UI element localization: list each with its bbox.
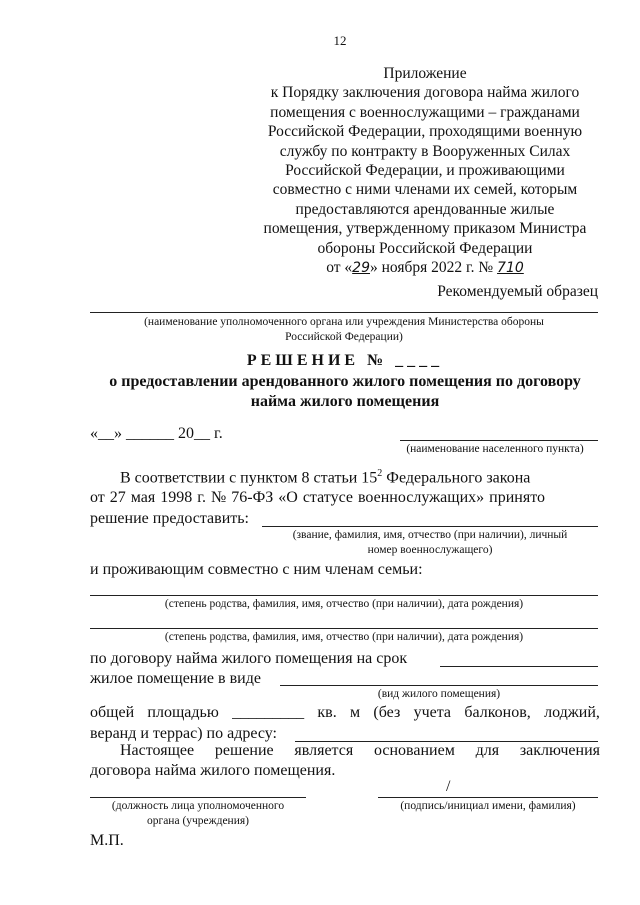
signature-line[interactable] bbox=[378, 797, 598, 798]
appendix-line: совместно с ними членами их семей, которым bbox=[272, 181, 578, 199]
decision-subtitle: о предоставлении арендованного жилого помещения по договору bbox=[109, 373, 581, 390]
family-members-line: и проживающим совместно с ним членам семьи: bbox=[90, 561, 423, 578]
servicemember-line[interactable] bbox=[262, 526, 598, 527]
area-word: лоджий, bbox=[544, 704, 600, 721]
term-label: по договору найма жилого помещения на срок bbox=[90, 650, 408, 667]
area-word: общей bbox=[90, 704, 135, 721]
para1-superscript: 2 bbox=[377, 468, 383, 479]
appendix-line: к Порядку заключения договора найма жилого bbox=[270, 84, 580, 102]
premises-label: жилое помещение в виде bbox=[90, 670, 261, 687]
handwritten-day: 29 bbox=[352, 260, 370, 277]
position-caption-cont: органа (учреждения) bbox=[146, 815, 249, 827]
decision-date-line[interactable]: «__» ______ 20__ г. bbox=[90, 425, 223, 442]
servicemember-caption-cont: номер военнослужащего) bbox=[367, 544, 493, 556]
handwritten-order-number: 710 bbox=[497, 260, 524, 277]
area-word: м bbox=[350, 704, 361, 721]
para1-line1 bbox=[120, 468, 530, 487]
area-word: учета bbox=[413, 704, 452, 721]
servicemember-caption: (звание, фамилия, имя, отчество (при наличии), личный bbox=[292, 529, 568, 541]
appendix-line: помещения с военнослужащими – гражданами bbox=[270, 103, 580, 121]
appendix-line: обороны Российской Федерации bbox=[317, 239, 533, 257]
position-caption: (должность лица уполномоченного bbox=[111, 800, 285, 812]
settlement-line[interactable] bbox=[400, 440, 598, 441]
term-line[interactable] bbox=[440, 666, 598, 667]
area-line bbox=[90, 704, 600, 722]
position-line[interactable] bbox=[90, 797, 306, 798]
authority-caption: (наименование уполномоченного органа или учреждения Министерства обороны bbox=[144, 316, 544, 328]
basis-word: решение bbox=[214, 742, 274, 759]
basis-line bbox=[120, 742, 600, 760]
relative-line-1[interactable] bbox=[90, 595, 598, 596]
area-word: (без bbox=[373, 704, 401, 721]
relative-line-2[interactable] bbox=[90, 628, 598, 629]
appendix-line: службу по контракту в Вооруженных Силах bbox=[279, 142, 571, 160]
signature-slash: / bbox=[446, 778, 451, 795]
order-date-line bbox=[240, 258, 610, 278]
para1-text-b: Федерального закона bbox=[382, 469, 531, 487]
area-blank[interactable]: _________ bbox=[232, 704, 305, 721]
basis-word: основанием bbox=[373, 742, 455, 759]
appendix-line: Российской Федерации, проходящими военную bbox=[267, 123, 583, 141]
recommended-sample-label: Рекомендуемый образец bbox=[437, 283, 598, 300]
settlement-caption: (наименование населенного пункта) bbox=[406, 443, 584, 455]
appendix-line: предоставляются арендованные жилые bbox=[295, 200, 555, 218]
basis-word: для bbox=[475, 742, 500, 759]
basis-word: заключения bbox=[519, 742, 600, 759]
appendix-header bbox=[240, 64, 610, 278]
authority-caption-cont: Российской Федерации) bbox=[285, 331, 403, 343]
premises-caption: (вид жилого помещения) bbox=[377, 688, 501, 700]
authority-name-line[interactable] bbox=[90, 312, 598, 313]
relative-caption-1: (степень родства, фамилия, имя, отчество (при наличии), дата рождения) bbox=[164, 598, 524, 610]
page-number: 12 bbox=[333, 33, 347, 48]
para1-line3: решение предоставить: bbox=[90, 510, 249, 527]
basis-line-2: договора найма жилого помещения. bbox=[90, 762, 336, 779]
basis-word: является bbox=[294, 742, 354, 759]
basis-word: Настоящее bbox=[120, 742, 195, 759]
date-middle: » ноября 2022 г. № bbox=[370, 259, 498, 277]
relative-caption-2: (степень родства, фамилия, имя, отчество (при наличии), дата рождения) bbox=[164, 631, 524, 643]
decision-title: РЕШЕНИЕ № ____ bbox=[246, 352, 444, 369]
date-prefix: от « bbox=[326, 259, 353, 277]
premises-type-line[interactable] bbox=[280, 685, 598, 686]
appendix-line: Российской Федерации, и проживающими bbox=[285, 162, 565, 180]
para1-text-a: В соответствии с пунктом 8 статьи 15 bbox=[120, 469, 378, 487]
area-word: площадью bbox=[147, 704, 219, 721]
decision-subtitle-cont: найма жилого помещения bbox=[250, 393, 440, 410]
area-word: кв. bbox=[317, 704, 337, 721]
appendix-line: помещения, утвержденному приказом Министра bbox=[263, 220, 587, 238]
area-word: балконов, bbox=[464, 704, 531, 721]
appendix-line: Приложение bbox=[383, 65, 467, 82]
address-label: веранд и террас) по адресу: bbox=[90, 725, 277, 742]
stamp-place: М.П. bbox=[90, 832, 124, 849]
signature-caption: (подпись/инициал имени, фамилия) bbox=[400, 800, 576, 812]
para1-line2: от 27 мая 1998 г. № 76-ФЗ «О статусе военнослужащих» принято bbox=[90, 489, 545, 506]
